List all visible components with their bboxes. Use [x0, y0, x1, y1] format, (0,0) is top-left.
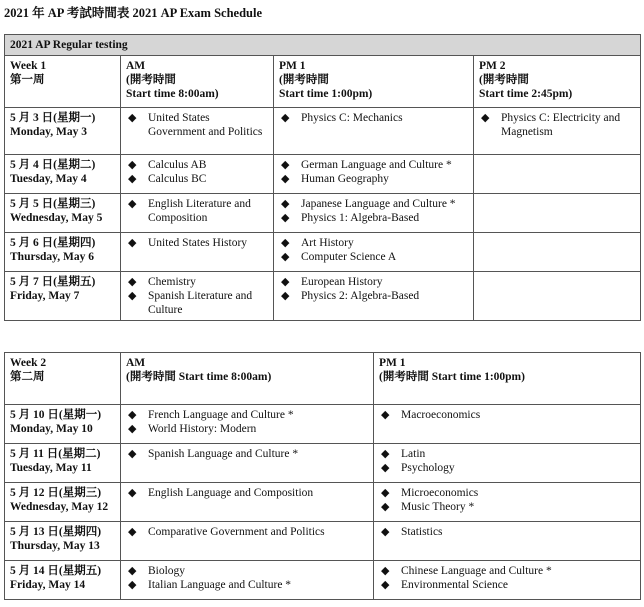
pm2-cell	[474, 233, 641, 272]
schedule-row	[5, 155, 641, 194]
date-chinese: 5 月 4 日(星期二)	[10, 159, 96, 171]
date-chinese: 5 月 3 日(星期一)	[10, 112, 96, 124]
exam-item: ◆ Physics 1: Algebra-Based	[279, 211, 468, 225]
date-cell	[5, 561, 121, 600]
pm2-cell	[474, 108, 641, 155]
exam-item: ◆ Chemistry	[126, 275, 268, 289]
exam-item: ◆ Human Geography	[279, 172, 468, 186]
exam-list	[379, 525, 635, 539]
header-line: (開考時間	[279, 74, 329, 86]
pm1-header-cell	[274, 56, 474, 108]
exam-item: ◆ Biology	[126, 564, 368, 578]
date-cell	[5, 108, 121, 155]
exam-item: ◆ Statistics	[379, 525, 635, 539]
date-chinese: 5 月 6 日(星期四)	[10, 237, 96, 249]
exam-list	[279, 158, 468, 186]
banner-row	[5, 35, 641, 56]
exam-list	[126, 197, 268, 225]
header-line: AM	[126, 60, 146, 72]
header-line: 第一周	[10, 74, 45, 86]
exam-list	[126, 564, 368, 592]
date-cell	[5, 272, 121, 321]
pm1-cell	[374, 522, 641, 561]
pm1-cell	[374, 561, 641, 600]
date-english: Friday, May 14	[10, 579, 86, 591]
am-cell	[121, 561, 374, 600]
exam-list	[126, 486, 368, 500]
exam-item: ◆ Computer Science A	[279, 250, 468, 264]
pm2-cell	[474, 155, 641, 194]
pm1-cell	[274, 108, 474, 155]
header-line: AM	[126, 357, 146, 369]
exam-list	[126, 408, 368, 436]
am-cell	[121, 155, 274, 194]
am-cell	[121, 444, 374, 483]
exam-item: ◆ Chinese Language and Culture *	[379, 564, 635, 578]
exam-list	[379, 447, 635, 475]
header-line: (開考時間 Start time 1:00pm)	[379, 371, 525, 383]
date-cell	[5, 194, 121, 233]
date-english: Thursday, May 6	[10, 251, 95, 263]
pm2-cell	[474, 272, 641, 321]
schedule-row	[5, 194, 641, 233]
header-line: PM 2	[479, 60, 506, 72]
schedule-row	[5, 272, 641, 321]
exam-item: ◆ Comparative Government and Politics	[126, 525, 368, 539]
exam-item: ◆ Spanish Language and Culture *	[126, 447, 368, 461]
date-chinese: 5 月 13 日(星期四)	[10, 526, 102, 538]
date-chinese: 5 月 14 日(星期五)	[10, 565, 102, 577]
exam-list	[479, 111, 635, 139]
exam-item: ◆ Art History	[279, 236, 468, 250]
header-line: PM 1	[379, 357, 406, 369]
header-row	[5, 56, 641, 108]
exam-list	[279, 275, 468, 303]
schedule-row	[5, 522, 641, 561]
date-english: Monday, May 10	[10, 423, 93, 435]
date-cell	[5, 444, 121, 483]
exam-item: ◆ Calculus BC	[126, 172, 268, 186]
date-chinese: 5 月 12 日(星期三)	[10, 487, 102, 499]
date-chinese: 5 月 7 日(星期五)	[10, 276, 96, 288]
exam-list	[379, 564, 635, 592]
schedule-row	[5, 405, 641, 444]
exam-item: ◆ English Literature and Composition	[126, 197, 268, 225]
week1-schedule-table	[4, 34, 641, 321]
date-chinese: 5 月 5 日(星期三)	[10, 198, 96, 210]
date-cell	[5, 155, 121, 194]
week2-schedule-table	[4, 352, 641, 600]
date-english: Tuesday, May 4	[10, 173, 87, 185]
exam-item: ◆ Music Theory *	[379, 500, 635, 514]
date-english: Monday, May 3	[10, 126, 87, 138]
am-cell	[121, 522, 374, 561]
exam-item: ◆ French Language and Culture *	[126, 408, 368, 422]
pm1-cell	[374, 405, 641, 444]
date-english: Tuesday, May 11	[10, 462, 92, 474]
exam-item: ◆ United States History	[126, 236, 268, 250]
exam-item: ◆ Calculus AB	[126, 158, 268, 172]
banner-cell: 2021 AP Regular testing	[5, 35, 641, 56]
schedule-row	[5, 483, 641, 522]
exam-list	[379, 408, 635, 422]
exam-list	[126, 111, 268, 139]
header-line: (開考時間	[126, 74, 176, 86]
pm1-cell	[274, 272, 474, 321]
exam-list	[279, 236, 468, 264]
exam-list	[279, 197, 468, 225]
pm1-cell	[274, 194, 474, 233]
pm2-cell	[474, 194, 641, 233]
date-chinese: 5 月 10 日(星期一)	[10, 409, 102, 421]
header-line: (開考時間	[479, 74, 529, 86]
am-header-cell	[121, 56, 274, 108]
exam-item: ◆ Italian Language and Culture *	[126, 578, 368, 592]
date-cell	[5, 483, 121, 522]
exam-item: ◆ Spanish Literature and Culture	[126, 289, 268, 317]
week-header-cell	[5, 56, 121, 108]
exam-item: ◆ Environmental Science	[379, 578, 635, 592]
date-cell	[5, 233, 121, 272]
exam-list	[279, 111, 468, 125]
week-header-cell	[5, 353, 121, 405]
date-cell	[5, 522, 121, 561]
am-cell	[121, 194, 274, 233]
header-line: Week 1	[10, 60, 47, 72]
exam-item: ◆ Physics 2: Algebra-Based	[279, 289, 468, 303]
exam-list	[126, 525, 368, 539]
schedule-row	[5, 233, 641, 272]
pm1-header-cell	[374, 353, 641, 405]
header-line: Week 2	[10, 357, 47, 369]
header-line: (開考時間 Start time 8:00am)	[126, 371, 272, 383]
pm1-cell	[374, 483, 641, 522]
pm1-cell	[374, 444, 641, 483]
exam-item: ◆ United States Government and Politics	[126, 111, 268, 139]
exam-item: ◆ Latin	[379, 447, 635, 461]
am-cell	[121, 405, 374, 444]
exam-list	[379, 486, 635, 514]
exam-item: ◆ Microeconomics	[379, 486, 635, 500]
exam-item: ◆ Japanese Language and Culture *	[279, 197, 468, 211]
date-english: Friday, May 7	[10, 290, 80, 302]
am-cell	[121, 233, 274, 272]
schedule-row	[5, 108, 641, 155]
pm1-cell	[274, 233, 474, 272]
date-english: Wednesday, May 12	[10, 501, 109, 513]
date-english: Wednesday, May 5	[10, 212, 103, 224]
date-cell	[5, 405, 121, 444]
exam-item: ◆ English Language and Composition	[126, 486, 368, 500]
date-english: Thursday, May 13	[10, 540, 100, 552]
schedule-row	[5, 561, 641, 600]
exam-item: ◆ European History	[279, 275, 468, 289]
am-cell	[121, 272, 274, 321]
exam-item: ◆ Psychology	[379, 461, 635, 475]
exam-item: ◆ World History: Modern	[126, 422, 368, 436]
page-title: 2021 年 AP 考試時間表 2021 AP Exam Schedule	[4, 6, 262, 20]
header-line: 第二周	[10, 371, 45, 383]
header-line: Start time 2:45pm)	[479, 88, 573, 100]
header-line: PM 1	[279, 60, 306, 72]
exam-list	[126, 447, 368, 461]
exam-item: ◆ Physics C: Mechanics	[279, 111, 468, 125]
exam-list	[126, 275, 268, 317]
exam-list	[126, 158, 268, 186]
pm2-header-cell	[474, 56, 641, 108]
am-cell	[121, 483, 374, 522]
header-line: Start time 1:00pm)	[279, 88, 373, 100]
am-header-cell	[121, 353, 374, 405]
exam-item: ◆ Physics C: Electricity and Magnetism	[479, 111, 635, 139]
pm1-cell	[274, 155, 474, 194]
am-cell	[121, 108, 274, 155]
exam-item: ◆ German Language and Culture *	[279, 158, 468, 172]
date-chinese: 5 月 11 日(星期二)	[10, 448, 101, 460]
header-row	[5, 353, 641, 405]
exam-list	[126, 236, 268, 250]
header-line: Start time 8:00am)	[126, 88, 219, 100]
schedule-row	[5, 444, 641, 483]
exam-item: ◆ Macroeconomics	[379, 408, 635, 422]
